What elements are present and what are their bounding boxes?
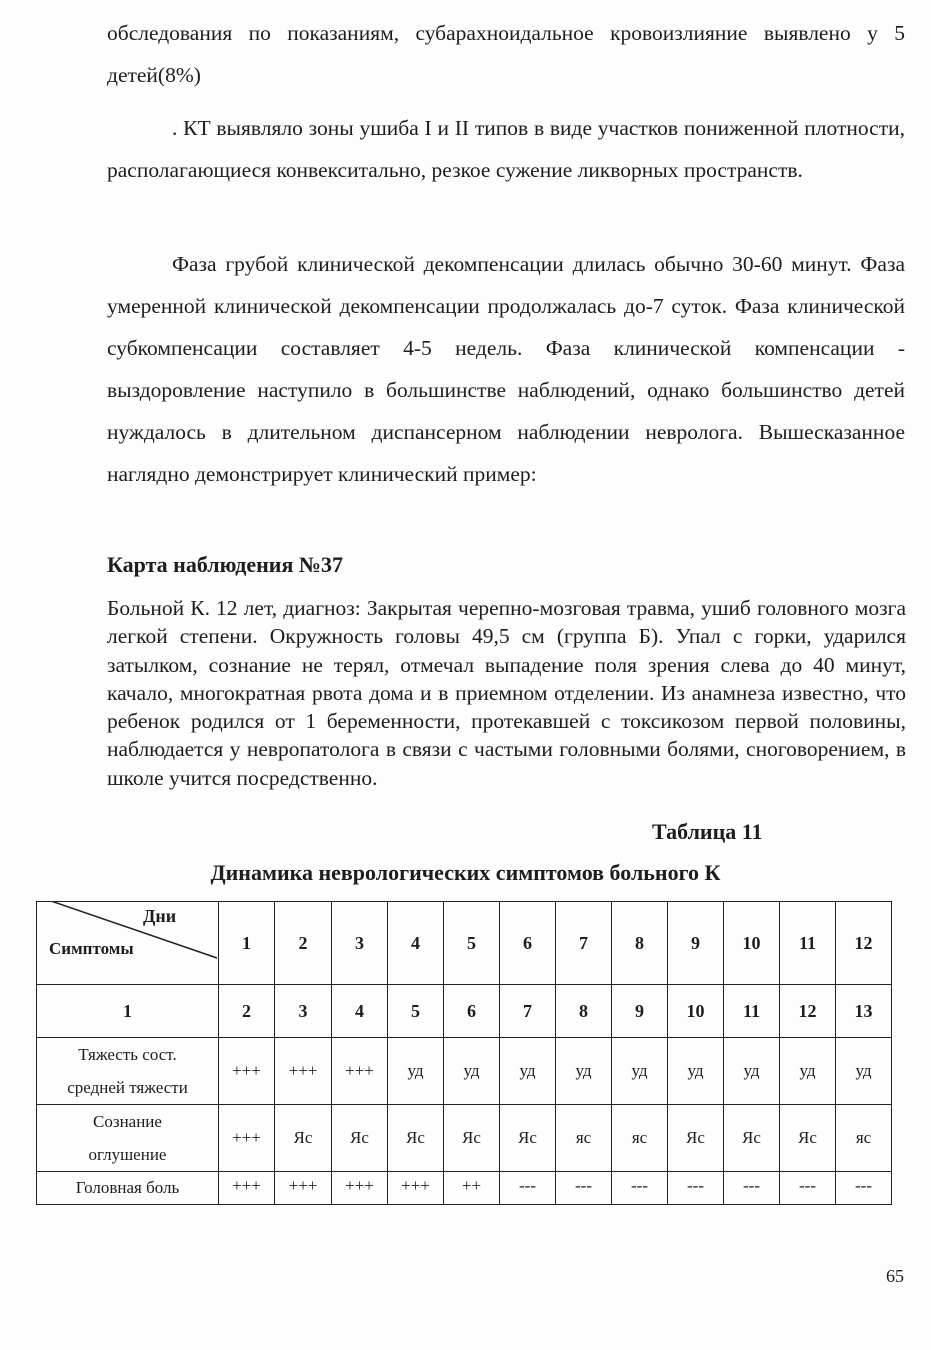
table-title: Динамика неврологических симптомов больного К	[210, 860, 721, 885]
table-cell: +++	[275, 1038, 332, 1105]
table-cell: +++	[219, 1038, 275, 1105]
day-header: 8	[612, 902, 668, 985]
corner-cell	[37, 902, 219, 985]
table-cell: Яс	[444, 1105, 500, 1172]
corner-symptoms-label: Симптомы	[49, 939, 134, 958]
table-cell: яс	[612, 1105, 668, 1172]
column-number: 9	[612, 985, 668, 1038]
table-cell: уд	[668, 1038, 724, 1105]
paragraph-3: Фаза грубой клинической декомпенсации длилась обычно 30-60 минут. Фаза умеренной клинической декомпенсации продолжалась до-7 суток. Фаза клинической субкомпенсации составляет 4-5 недель. Фаза клинической компенсации - выздоровление наступило в большинстве наблюдений, однако большинство детей нуждалось в длительном диспансерном наблюдении невролога. Вышесказанное наглядно демонстрирует клинический пример:	[107, 252, 905, 486]
table-row	[37, 1038, 892, 1105]
paragraph-1: обследования по показаниям, субарахноидальное кровоизлияние выявлено у 5 детей(8%)	[107, 21, 905, 87]
page-number: 65	[886, 1266, 904, 1286]
symptom-label-line1: Тяжесть сост.	[78, 1045, 177, 1064]
table-cell: уд	[836, 1038, 892, 1105]
table-cell: Яс	[780, 1105, 836, 1172]
table-cell: уд	[780, 1038, 836, 1105]
table-cell: уд	[444, 1038, 500, 1105]
table-cell: ---	[724, 1172, 780, 1205]
table-cell: +++	[332, 1172, 388, 1205]
table-cell: +++	[219, 1105, 275, 1172]
table-cell: ---	[668, 1172, 724, 1205]
case-text: Больной К. 12 лет, диагноз: Закрытая черепно-мозговая травма, ушиб головного мозга легкой степени. Окружность головы 49,5 см (группа Б). Упал с горки, ударился затылком, сознание не терял, отмечал выпадение поля зрения слева до 40 минут, качало, многократная рвота дома и в приемном отделении. Из анамнеза известно, что ребенок родился от 1 беременности, протекавшей с токсикозом первой половины, наблюдается у невропатолога в связи с частыми головными болями, сноговорением, в школе учится посредственно.	[107, 596, 906, 790]
column-number: 3	[275, 985, 332, 1038]
table-row	[37, 1172, 892, 1205]
column-number: 12	[780, 985, 836, 1038]
symptom-label: Головная боль	[37, 1172, 219, 1205]
symptoms-table	[36, 901, 892, 1205]
table-number: Таблица 11	[652, 819, 763, 844]
column-number: 7	[500, 985, 556, 1038]
day-header: 12	[836, 902, 892, 985]
table-row	[37, 1105, 892, 1172]
table-cell: Яс	[332, 1105, 388, 1172]
table-cell: +++	[275, 1172, 332, 1205]
table-cell: уд	[612, 1038, 668, 1105]
column-number: 11	[724, 985, 780, 1038]
column-number: 6	[444, 985, 500, 1038]
symptom-label	[37, 1038, 219, 1105]
table-cell: ---	[780, 1172, 836, 1205]
table-cell: яс	[836, 1105, 892, 1172]
column-number: 1	[37, 985, 219, 1038]
table-header-row	[37, 902, 892, 985]
day-header: 2	[275, 902, 332, 985]
column-number: 2	[219, 985, 275, 1038]
table-cell: +++	[388, 1172, 444, 1205]
day-header: 9	[668, 902, 724, 985]
table-cell: ---	[500, 1172, 556, 1205]
paragraph-2: . КТ выявляло зоны ушиба I и II типов в виде участков пониженной плотности, располагающиеся конвекситально, резкое сужение ликворных пространств.	[107, 116, 905, 182]
table-cell: Яс	[500, 1105, 556, 1172]
case-title: Карта наблюдения №37	[107, 552, 343, 577]
table-cell: уд	[388, 1038, 444, 1105]
day-header: 5	[444, 902, 500, 985]
table-cell: уд	[724, 1038, 780, 1105]
table-cell: ---	[836, 1172, 892, 1205]
table-cell: ---	[556, 1172, 612, 1205]
day-header: 1	[219, 902, 275, 985]
day-header: 11	[780, 902, 836, 985]
table-cell: +++	[332, 1038, 388, 1105]
day-header: 4	[388, 902, 444, 985]
table-cell: +++	[219, 1172, 275, 1205]
column-number: 5	[388, 985, 444, 1038]
column-number: 4	[332, 985, 388, 1038]
column-number: 8	[556, 985, 612, 1038]
day-header: 3	[332, 902, 388, 985]
column-number-row	[37, 985, 892, 1038]
symptom-label-line1: Сознание	[93, 1112, 162, 1131]
day-header: 6	[500, 902, 556, 985]
symptom-label	[37, 1105, 219, 1172]
symptom-label-line2: средней тяжести	[67, 1078, 188, 1097]
symptom-label-line2: оглушение	[88, 1145, 167, 1164]
day-header: 10	[724, 902, 780, 985]
day-header: 7	[556, 902, 612, 985]
table-cell: Яс	[724, 1105, 780, 1172]
column-number: 13	[836, 985, 892, 1038]
table-cell: Яс	[388, 1105, 444, 1172]
table-cell: Яс	[668, 1105, 724, 1172]
column-number: 10	[668, 985, 724, 1038]
table-cell: ---	[612, 1172, 668, 1205]
table-cell: Яс	[275, 1105, 332, 1172]
table-cell: уд	[500, 1038, 556, 1105]
corner-days-label: Дни	[143, 906, 177, 926]
table-cell: яс	[556, 1105, 612, 1172]
table-cell: ++	[444, 1172, 500, 1205]
table-cell: уд	[556, 1038, 612, 1105]
